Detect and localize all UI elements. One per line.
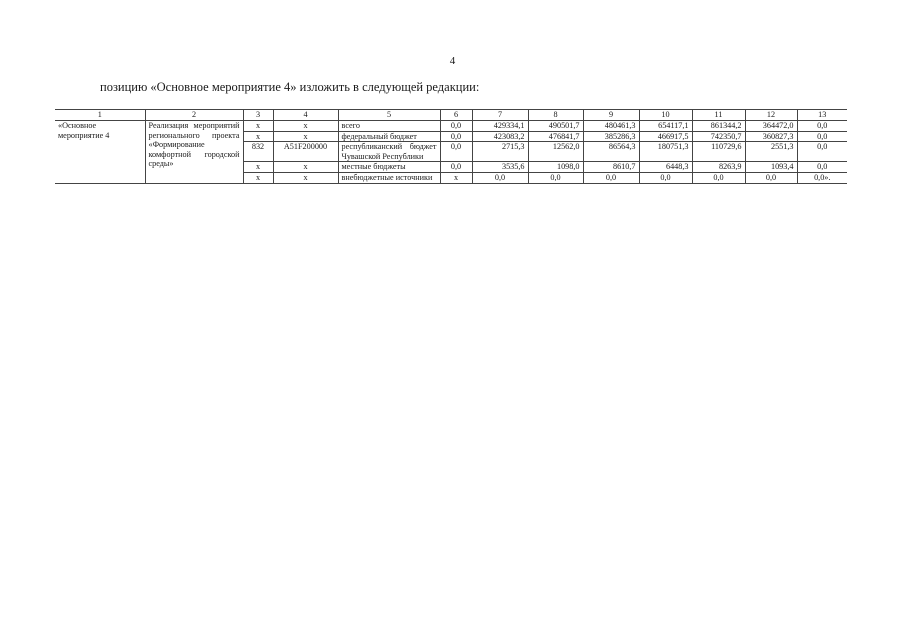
table-cell: 3535,6 (472, 162, 528, 173)
event-name-cell: «Основное мероприятие 4 (55, 121, 145, 184)
table-cell: 861344,2 (692, 121, 745, 132)
event-description-cell: Реализация мероприятий регионального проекта «Формирование комфортной городской среды» (145, 121, 243, 184)
table-cell: федеральный бюджет (338, 131, 440, 142)
table-cell: 110729,6 (692, 142, 745, 162)
table-cell: 0,0». (797, 172, 847, 183)
table-cell: 6448,3 (639, 162, 692, 173)
table-cell: 0,0 (797, 131, 847, 142)
table-cell: х (273, 131, 338, 142)
table-cell: 0,0 (440, 142, 472, 162)
table-cell: 832 (243, 142, 273, 162)
table-cell: A51F200000 (273, 142, 338, 162)
table-cell: внебюджетные источники (338, 172, 440, 183)
table-cell: 1093,4 (745, 162, 797, 173)
column-header: 2 (145, 110, 243, 121)
table-cell: 2715,3 (472, 142, 528, 162)
table-cell: 476841,7 (528, 131, 583, 142)
table-cell: 0,0 (583, 172, 639, 183)
table-cell: 12562,0 (528, 142, 583, 162)
table-cell: 0,0 (797, 121, 847, 132)
table-cell: 8263,9 (692, 162, 745, 173)
table-cell: 0,0 (692, 172, 745, 183)
column-header: 8 (528, 110, 583, 121)
table-cell: местные бюджеты (338, 162, 440, 173)
column-header: 4 (273, 110, 338, 121)
table-cell: 742350,7 (692, 131, 745, 142)
column-header: 13 (797, 110, 847, 121)
table-cell: 654117,1 (639, 121, 692, 132)
table-cell: х (273, 162, 338, 173)
column-header: 7 (472, 110, 528, 121)
table-cell: 423083,2 (472, 131, 528, 142)
table-cell: 8610,7 (583, 162, 639, 173)
column-header: 6 (440, 110, 472, 121)
table-cell: х (243, 121, 273, 132)
table-cell: 0,0 (440, 162, 472, 173)
table-cell: 0,0 (440, 121, 472, 132)
table-cell: х (243, 131, 273, 142)
table-cell: 0,0 (472, 172, 528, 183)
table-cell: 480461,3 (583, 121, 639, 132)
table-cell: 0,0 (797, 142, 847, 162)
table-cell: всего (338, 121, 440, 132)
table-cell: 1098,0 (528, 162, 583, 173)
table-cell: 429334,1 (472, 121, 528, 132)
column-header: 3 (243, 110, 273, 121)
table-cell: х (273, 172, 338, 183)
intro-text: позицию «Основное мероприятие 4» изложить в следующей редакции: (100, 80, 480, 94)
table-cell: 180751,3 (639, 142, 692, 162)
table-cell: республиканский бюджет Чувашской Республики (338, 142, 440, 162)
column-header: 1 (55, 110, 145, 121)
table-row (55, 121, 847, 132)
column-header: 10 (639, 110, 692, 121)
table-cell: х (273, 121, 338, 132)
budget-table (55, 109, 847, 184)
page-number: 4 (449, 55, 456, 67)
table-cell: 364472,0 (745, 121, 797, 132)
table-cell: 2551,3 (745, 142, 797, 162)
table-cell: 490501,7 (528, 121, 583, 132)
table-cell: х (243, 162, 273, 173)
table-cell: х (440, 172, 472, 183)
column-header: 12 (745, 110, 797, 121)
column-header: 11 (692, 110, 745, 121)
table-cell: 0,0 (797, 162, 847, 173)
table-cell: х (243, 172, 273, 183)
table-cell: 466917,5 (639, 131, 692, 142)
table-cell: 86564,3 (583, 142, 639, 162)
table-cell: 0,0 (745, 172, 797, 183)
column-header: 5 (338, 110, 440, 121)
table-cell: 385286,3 (583, 131, 639, 142)
table-cell: 0,0 (440, 131, 472, 142)
table-cell: 0,0 (528, 172, 583, 183)
table-header-row (55, 110, 847, 121)
table-cell: 0,0 (639, 172, 692, 183)
table-cell: 360827,3 (745, 131, 797, 142)
column-header: 9 (583, 110, 639, 121)
